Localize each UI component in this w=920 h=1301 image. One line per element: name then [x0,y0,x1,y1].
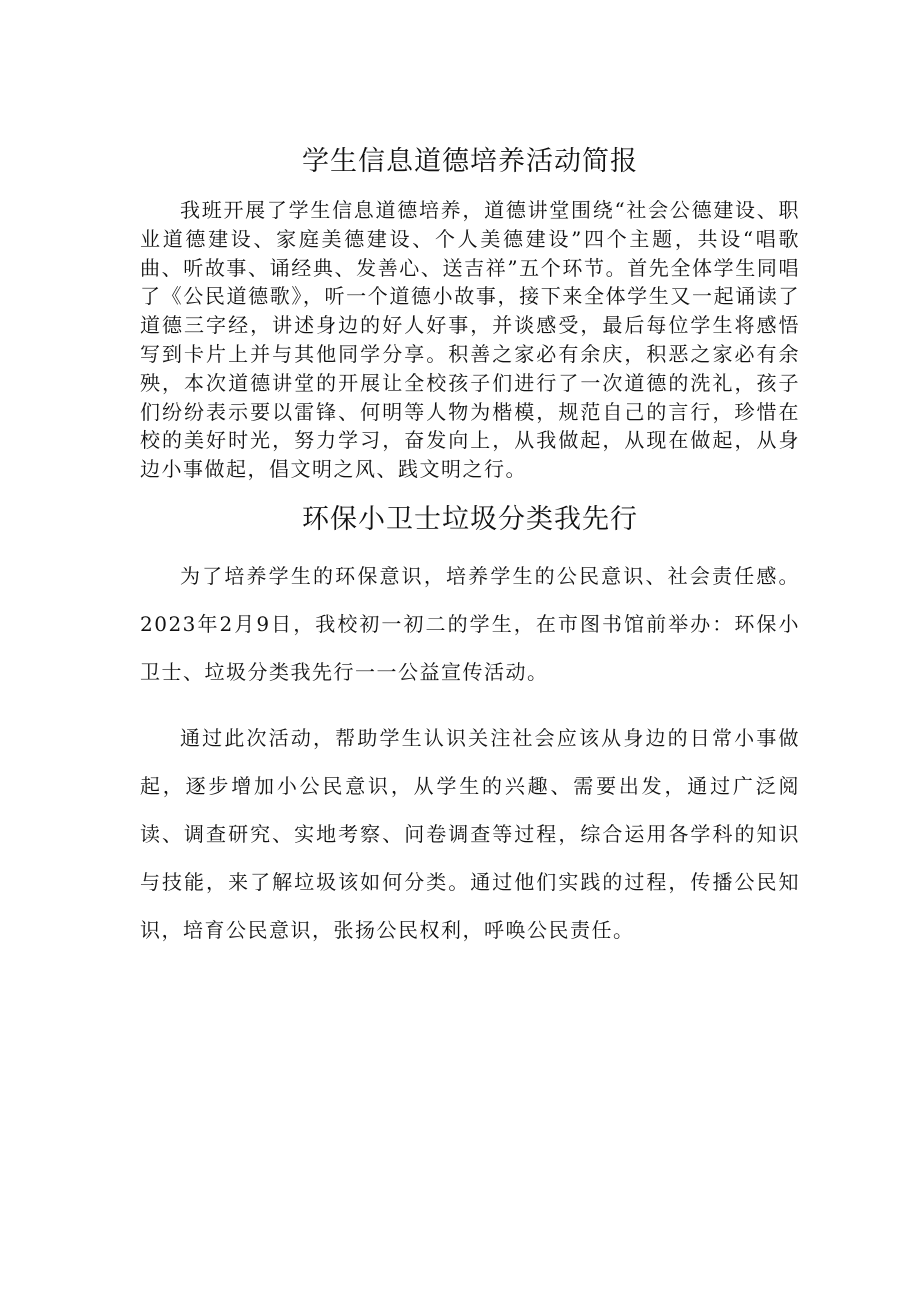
paragraph-activity-intro: 为了培养学生的环保意识，培养学生的公民意识、社会责任感。2023年2月9日，我校初一初二的学生，在市图书馆前举办：环保小卫士、垃圾分类我先行一一公益宣传活动。 [140,563,800,684]
document-title: 学生信息道德培养活动简报 [302,146,638,177]
section-title-environment: 环保小卫士垃圾分类我先行 [302,503,638,535]
paragraph-moral-education: 我班开展了学生信息道德培养，道德讲堂围绕“社会公德建设、职业道德建设、家庭美德建设、个人美德建设”四个主题，共设“唱歌曲、听故事、诵经典、发善心、送吉祥”五个环节。首先全体学生同唱了《公民道德歌》，听一个道德小故事，接下来全体学生又一起诵读了道德三字经，讲述身边的好人好事，并谈感受，最后每位学生将感悟写到卡片上并与其他同学分享。积善之家必有余庆，积恶之家必有余殃，本次道德讲堂的开展让全校孩子们进行了一次道德的洗礼，孩子们纷纷表示要以雷锋、何明等人物为楷模，规范自己的言行，珍惜在校的美好时光，努力学习，奋发向上，从我做起，从现在做起，从身边小事做起，倡文明之风、践文明之行。 [140,198,800,482]
paragraph-activity-summary: 通过此次活动，帮助学生认识关注社会应该从身边的日常小事做起，逐步增加小公民意识，从学生的兴趣、需要出发，通过广泛阅读、调查研究、实地考察、问卷调查等过程，综合运用各学科的知识与技能，来了解垃圾该如何分类。通过他们实践的过程，传播公民知识，培育公民意识，张扬公民权利，呼唤公民责任。 [140,725,800,942]
document-body [140,142,800,954]
